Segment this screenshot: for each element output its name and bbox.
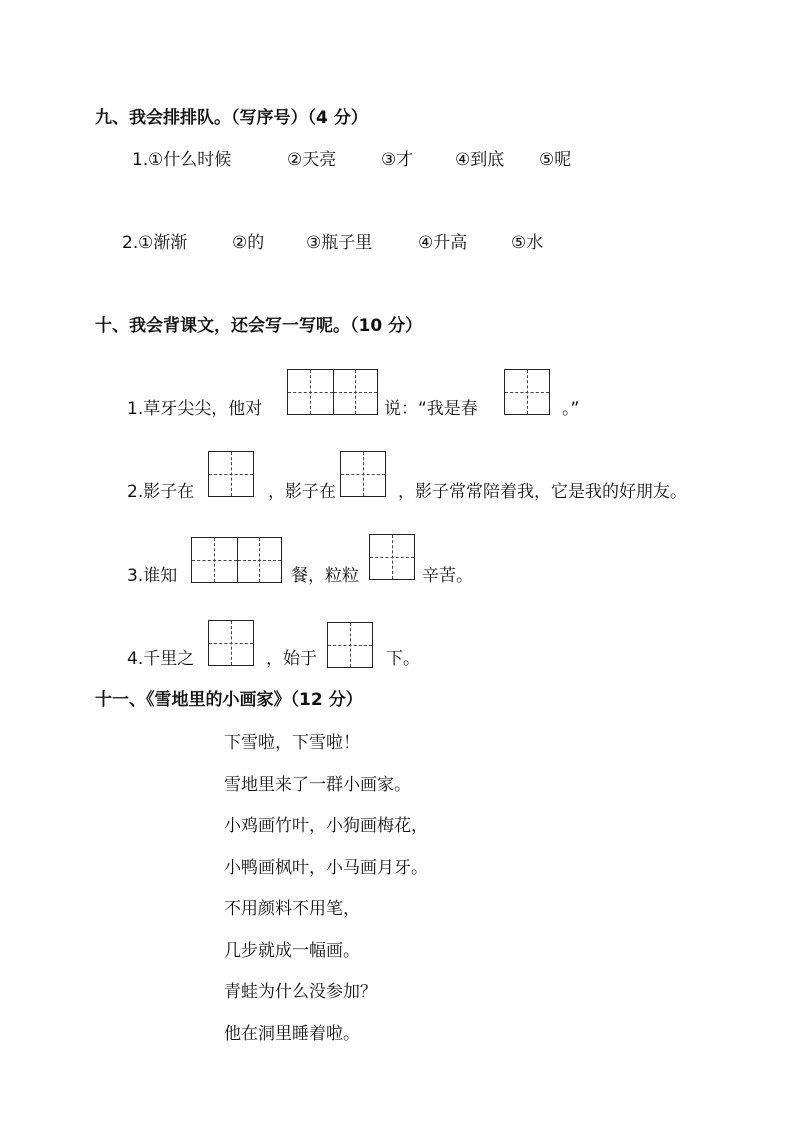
writing-grid-2-cells[interactable] <box>287 369 378 415</box>
writing-grid-1-cell[interactable] <box>327 622 373 668</box>
poem-line: 小鸭画枫叶，小马画月牙。 <box>224 858 428 878</box>
word-option: ②天亮 <box>287 150 337 170</box>
section-9-title: 九、我会排排队。（写序号）（4 分） <box>95 108 368 128</box>
word-option: ⑤呢 <box>539 150 572 170</box>
fill-line-4-text-b: ，始于 <box>266 649 317 669</box>
section-10-title: 十、我会背课文，还会写一写呢。（10 分） <box>95 316 423 336</box>
fill-line-4-text-c: 下。 <box>386 649 420 669</box>
word-option: ⑤水 <box>511 233 544 253</box>
poem-line: 不用颜料不用笔， <box>224 899 360 919</box>
fill-line-2-text-a: 2.影子在 <box>127 482 195 502</box>
fill-line-3-text-b: 餐，粒粒 <box>291 566 359 586</box>
poem-line: 雪地里来了一群小画家。 <box>224 775 411 795</box>
word-option: ①什么时候 <box>148 150 232 170</box>
question-number: 1. <box>132 150 149 170</box>
writing-grid-1-cell[interactable] <box>208 620 254 666</box>
question-number: 2. <box>122 233 139 253</box>
fill-line-2-text-c: ，影子常常陪着我，它是我的好朋友。 <box>398 482 687 502</box>
poem-line: 青蛙为什么没参加？ <box>224 982 377 1002</box>
poem-line: 他在洞里睡着啦。 <box>224 1024 360 1044</box>
fill-line-1-text-b: 说：“我是春 <box>384 399 478 419</box>
poem-line: 小鸡画竹叶，小狗画梅花， <box>224 816 428 836</box>
word-option: ①渐渐 <box>138 233 188 253</box>
writing-grid-2-cells[interactable] <box>191 537 282 583</box>
word-option: ③瓶子里 <box>306 233 373 253</box>
writing-grid-1-cell[interactable] <box>208 451 254 497</box>
word-option: ④升高 <box>418 233 468 253</box>
writing-grid-1-cell[interactable] <box>369 534 415 580</box>
fill-line-3-text-c: 辛苦。 <box>422 566 473 586</box>
poem-line: 几步就成一幅画。 <box>224 941 360 961</box>
word-option: ③才 <box>381 150 414 170</box>
section-11-title: 十一、《雪地里的小画家》（12 分） <box>95 690 363 710</box>
poem-line: 下雪啦，下雪啦！ <box>224 733 360 753</box>
fill-line-1-text-a: 1.草牙尖尖，他对 <box>127 399 263 419</box>
fill-line-4-text-a: 4.千里之 <box>127 649 195 669</box>
writing-grid-1-cell[interactable] <box>504 369 550 415</box>
fill-line-1-text-c: 。” <box>562 399 580 419</box>
fill-line-3-text-a: 3.谁知 <box>127 566 178 586</box>
fill-line-2-text-b: ，影子在 <box>268 482 336 502</box>
word-option: ④到底 <box>455 150 505 170</box>
word-option: ②的 <box>232 233 265 253</box>
writing-grid-1-cell[interactable] <box>340 451 386 497</box>
